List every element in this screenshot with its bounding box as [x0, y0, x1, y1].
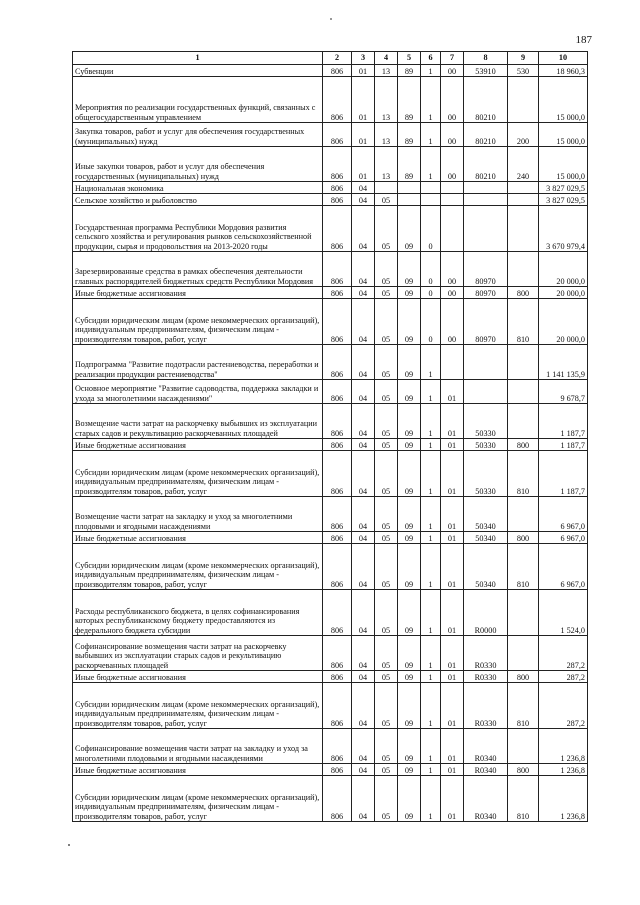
code-pr-cell: 05	[375, 194, 398, 206]
code-main-cell: 00	[441, 123, 464, 147]
code-main-cell	[441, 206, 464, 252]
amount-cell: 3 827 029,5	[539, 194, 588, 206]
code-prog-cell: 09	[398, 729, 421, 764]
code-main-cell: 01	[441, 404, 464, 439]
code-gl-cell: 806	[323, 532, 352, 544]
code-gl-cell: 806	[323, 404, 352, 439]
code-rz-cell: 04	[352, 206, 375, 252]
code-pr-cell: 05	[375, 683, 398, 729]
code-main-cell: 01	[441, 544, 464, 590]
table-row	[73, 345, 588, 380]
code-main-cell	[441, 182, 464, 194]
code-dir-cell: R0340	[464, 729, 508, 764]
code-rz-cell: 04	[352, 497, 375, 532]
name-cell: Субсидии юридическим лицам (кроме некоммерческих организаций), индивидуальным предпринимателям, физическим лицам - производителям товаров, работ, услуг	[73, 544, 323, 590]
code-sub-cell: 0	[421, 252, 441, 287]
code-dir-cell: R0000	[464, 590, 508, 636]
amount-cell: 6 967,0	[539, 497, 588, 532]
code-rz-cell: 04	[352, 671, 375, 683]
code-rz-cell: 04	[352, 451, 375, 497]
code-sub-cell: 1	[421, 404, 441, 439]
code-vr-cell: 810	[508, 683, 539, 729]
table-row	[73, 451, 588, 497]
code-sub-cell	[421, 194, 441, 206]
code-gl-cell: 806	[323, 147, 352, 182]
code-pr-cell: 05	[375, 729, 398, 764]
code-main-cell: 01	[441, 776, 464, 822]
name-cell: Национальная экономика	[73, 182, 323, 194]
code-sub-cell: 1	[421, 544, 441, 590]
table-row	[73, 404, 588, 439]
code-vr-cell: 530	[508, 65, 539, 77]
table-row	[73, 380, 588, 404]
code-sub-cell: 1	[421, 380, 441, 404]
code-sub-cell: 1	[421, 123, 441, 147]
code-sub-cell: 1	[421, 451, 441, 497]
code-sub-cell: 1	[421, 764, 441, 776]
amount-cell: 6 967,0	[539, 544, 588, 590]
name-cell: Софинансирование возмещения части затрат на закладку и уход за многолетними плодовыми и ягодными насаждениями	[73, 729, 323, 764]
scan-speck	[330, 18, 332, 20]
name-cell: Сельское хозяйство и рыболовство	[73, 194, 323, 206]
code-dir-cell: 80970	[464, 287, 508, 299]
code-pr-cell: 05	[375, 497, 398, 532]
code-pr-cell: 05	[375, 439, 398, 451]
code-dir-cell: 80970	[464, 299, 508, 345]
code-sub-cell: 1	[421, 729, 441, 764]
name-cell: Иные бюджетные ассигнования	[73, 439, 323, 451]
code-sub-cell: 1	[421, 497, 441, 532]
code-main-cell: 01	[441, 683, 464, 729]
code-gl-cell: 806	[323, 380, 352, 404]
code-rz-cell: 01	[352, 147, 375, 182]
column-header-4: 4	[375, 52, 398, 65]
code-prog-cell: 09	[398, 497, 421, 532]
scan-speck	[68, 844, 70, 846]
code-rz-cell: 04	[352, 532, 375, 544]
code-main-cell: 01	[441, 671, 464, 683]
code-dir-cell	[464, 206, 508, 252]
code-rz-cell: 04	[352, 590, 375, 636]
amount-cell: 15 000,0	[539, 147, 588, 182]
code-main-cell: 01	[441, 532, 464, 544]
code-sub-cell: 1	[421, 77, 441, 123]
code-gl-cell: 806	[323, 194, 352, 206]
code-pr-cell: 05	[375, 299, 398, 345]
table-row	[73, 77, 588, 123]
code-pr-cell: 13	[375, 147, 398, 182]
code-vr-cell: 800	[508, 287, 539, 299]
amount-cell: 3 827 029,5	[539, 182, 588, 194]
code-vr-cell	[508, 380, 539, 404]
code-sub-cell: 0	[421, 299, 441, 345]
amount-cell: 1 187,7	[539, 439, 588, 451]
column-header-3: 3	[352, 52, 375, 65]
page-number: 187	[575, 34, 592, 46]
amount-cell: 1 141 135,9	[539, 345, 588, 380]
code-gl-cell: 806	[323, 299, 352, 345]
code-sub-cell: 1	[421, 636, 441, 671]
budget-table	[72, 51, 588, 822]
code-main-cell: 01	[441, 590, 464, 636]
code-gl-cell: 806	[323, 451, 352, 497]
code-gl-cell: 806	[323, 123, 352, 147]
name-cell: Иные бюджетные ассигнования	[73, 671, 323, 683]
code-pr-cell: 05	[375, 776, 398, 822]
code-gl-cell: 806	[323, 287, 352, 299]
column-header-2: 2	[323, 52, 352, 65]
name-cell: Иные бюджетные ассигнования	[73, 764, 323, 776]
code-gl-cell: 806	[323, 683, 352, 729]
code-dir-cell: 50340	[464, 497, 508, 532]
code-dir-cell: 80210	[464, 123, 508, 147]
code-dir-cell: R0330	[464, 636, 508, 671]
amount-cell: 9 678,7	[539, 380, 588, 404]
code-vr-cell: 200	[508, 123, 539, 147]
amount-cell: 1 187,7	[539, 404, 588, 439]
column-header-7: 7	[441, 52, 464, 65]
code-sub-cell: 1	[421, 671, 441, 683]
code-prog-cell: 09	[398, 287, 421, 299]
code-vr-cell	[508, 182, 539, 194]
code-rz-cell: 01	[352, 65, 375, 77]
code-pr-cell: 13	[375, 65, 398, 77]
code-vr-cell: 810	[508, 299, 539, 345]
code-pr-cell: 05	[375, 380, 398, 404]
table-row	[73, 439, 588, 451]
code-prog-cell: 09	[398, 345, 421, 380]
code-gl-cell: 806	[323, 252, 352, 287]
code-dir-cell: 50340	[464, 544, 508, 590]
code-vr-cell	[508, 194, 539, 206]
code-prog-cell: 89	[398, 147, 421, 182]
code-pr-cell: 05	[375, 544, 398, 590]
code-gl-cell: 806	[323, 636, 352, 671]
column-header-10: 10	[539, 52, 588, 65]
table-row	[73, 776, 588, 822]
code-vr-cell	[508, 636, 539, 671]
table-header-row	[73, 52, 588, 65]
code-sub-cell: 1	[421, 590, 441, 636]
amount-cell: 1 236,8	[539, 764, 588, 776]
code-gl-cell: 806	[323, 764, 352, 776]
code-rz-cell: 04	[352, 287, 375, 299]
amount-cell: 287,2	[539, 671, 588, 683]
code-rz-cell: 04	[352, 345, 375, 380]
code-dir-cell	[464, 345, 508, 380]
code-dir-cell: R0330	[464, 683, 508, 729]
amount-cell: 20 000,0	[539, 299, 588, 345]
code-main-cell: 01	[441, 636, 464, 671]
code-gl-cell: 806	[323, 671, 352, 683]
code-prog-cell: 09	[398, 532, 421, 544]
table-row	[73, 287, 588, 299]
amount-cell: 1 524,0	[539, 590, 588, 636]
table-row	[73, 206, 588, 252]
code-pr-cell: 05	[375, 532, 398, 544]
code-prog-cell: 09	[398, 590, 421, 636]
code-main-cell: 01	[441, 729, 464, 764]
code-vr-cell	[508, 252, 539, 287]
code-pr-cell: 05	[375, 287, 398, 299]
code-vr-cell: 810	[508, 776, 539, 822]
code-vr-cell	[508, 590, 539, 636]
code-prog-cell: 09	[398, 683, 421, 729]
code-dir-cell: 80210	[464, 147, 508, 182]
code-prog-cell	[398, 182, 421, 194]
code-gl-cell: 806	[323, 497, 352, 532]
code-vr-cell	[508, 404, 539, 439]
code-sub-cell: 1	[421, 532, 441, 544]
code-gl-cell: 806	[323, 206, 352, 252]
code-prog-cell: 09	[398, 764, 421, 776]
code-dir-cell: 50330	[464, 404, 508, 439]
code-vr-cell: 810	[508, 544, 539, 590]
column-header-9: 9	[508, 52, 539, 65]
table-row	[73, 147, 588, 182]
code-rz-cell: 04	[352, 776, 375, 822]
code-vr-cell	[508, 206, 539, 252]
code-rz-cell: 04	[352, 729, 375, 764]
amount-cell: 1 236,8	[539, 776, 588, 822]
name-cell: Софинансирование возмещения части затрат на раскорчевку выбывших из эксплуатации старых садов и рекультивацию раскорчеванных площадей	[73, 636, 323, 671]
code-vr-cell	[508, 77, 539, 123]
code-pr-cell: 05	[375, 404, 398, 439]
code-gl-cell: 806	[323, 544, 352, 590]
code-dir-cell: 80970	[464, 252, 508, 287]
code-prog-cell: 09	[398, 404, 421, 439]
column-header-8: 8	[464, 52, 508, 65]
name-cell: Зарезервированные средства в рамках обеспечения деятельности главных распорядителей бюджетных средств Республики Мордовия	[73, 252, 323, 287]
amount-cell: 20 000,0	[539, 287, 588, 299]
table-row	[73, 544, 588, 590]
code-pr-cell: 13	[375, 77, 398, 123]
table-row	[73, 764, 588, 776]
name-cell: Субсидии юридическим лицам (кроме некоммерческих организаций), индивидуальным предпринимателям, физическим лицам - производителям товаров, работ, услуг	[73, 451, 323, 497]
code-rz-cell: 04	[352, 404, 375, 439]
code-main-cell: 01	[441, 439, 464, 451]
amount-cell: 3 670 979,4	[539, 206, 588, 252]
code-rz-cell: 04	[352, 636, 375, 671]
name-cell: Возмещение части затрат на раскорчевку выбывших из эксплуатации старых садов и рекультивацию раскорчеванных площадей	[73, 404, 323, 439]
amount-cell: 20 000,0	[539, 252, 588, 287]
code-main-cell	[441, 194, 464, 206]
code-prog-cell: 09	[398, 544, 421, 590]
name-cell: Иные бюджетные ассигнования	[73, 532, 323, 544]
code-vr-cell: 800	[508, 764, 539, 776]
code-prog-cell: 09	[398, 671, 421, 683]
code-dir-cell: 50340	[464, 532, 508, 544]
code-dir-cell: R0340	[464, 764, 508, 776]
amount-cell: 287,2	[539, 636, 588, 671]
code-vr-cell: 800	[508, 671, 539, 683]
code-main-cell: 00	[441, 65, 464, 77]
table-row	[73, 671, 588, 683]
amount-cell: 18 960,3	[539, 65, 588, 77]
code-rz-cell: 04	[352, 764, 375, 776]
code-pr-cell: 05	[375, 206, 398, 252]
name-cell: Иные закупки товаров, работ и услуг для обеспечения государственных (муниципальных) нужд	[73, 147, 323, 182]
code-pr-cell: 05	[375, 451, 398, 497]
code-prog-cell: 09	[398, 439, 421, 451]
code-sub-cell: 0	[421, 206, 441, 252]
code-dir-cell: 50330	[464, 451, 508, 497]
name-cell: Основное мероприятие "Развитие садоводства, поддержка закладки и ухода за многолетними насаждениями"	[73, 380, 323, 404]
code-vr-cell: 240	[508, 147, 539, 182]
code-gl-cell: 806	[323, 729, 352, 764]
code-sub-cell: 1	[421, 65, 441, 77]
code-rz-cell: 04	[352, 544, 375, 590]
table-row	[73, 252, 588, 287]
code-prog-cell: 09	[398, 206, 421, 252]
code-pr-cell: 05	[375, 764, 398, 776]
code-gl-cell: 806	[323, 345, 352, 380]
name-cell: Субсидии юридическим лицам (кроме некоммерческих организаций), индивидуальным предпринимателям, физическим лицам - производителям товаров, работ, услуг	[73, 683, 323, 729]
code-gl-cell: 806	[323, 77, 352, 123]
code-prog-cell: 09	[398, 252, 421, 287]
code-vr-cell	[508, 729, 539, 764]
code-prog-cell: 89	[398, 77, 421, 123]
code-prog-cell: 09	[398, 299, 421, 345]
amount-cell: 287,2	[539, 683, 588, 729]
code-prog-cell: 09	[398, 451, 421, 497]
name-cell: Мероприятия по реализации государственных функций, связанных с общегосударственным управлением	[73, 77, 323, 123]
amount-cell: 6 967,0	[539, 532, 588, 544]
code-dir-cell: R0330	[464, 671, 508, 683]
code-vr-cell	[508, 345, 539, 380]
code-main-cell: 00	[441, 287, 464, 299]
table-row	[73, 532, 588, 544]
code-sub-cell: 1	[421, 683, 441, 729]
name-cell: Подпрограмма "Развитие подотрасли растениеводства, переработки и реализации продукции растениеводства"	[73, 345, 323, 380]
code-rz-cell: 01	[352, 123, 375, 147]
code-main-cell: 00	[441, 77, 464, 123]
code-gl-cell: 806	[323, 776, 352, 822]
code-pr-cell: 13	[375, 123, 398, 147]
column-header-1: 1	[73, 52, 323, 65]
code-rz-cell: 04	[352, 194, 375, 206]
code-sub-cell: 1	[421, 147, 441, 182]
code-vr-cell: 800	[508, 439, 539, 451]
code-rz-cell: 04	[352, 252, 375, 287]
code-dir-cell: 53910	[464, 65, 508, 77]
table-row	[73, 299, 588, 345]
table-row	[73, 729, 588, 764]
code-pr-cell: 05	[375, 671, 398, 683]
code-sub-cell: 1	[421, 439, 441, 451]
code-prog-cell: 09	[398, 636, 421, 671]
name-cell: Иные бюджетные ассигнования	[73, 287, 323, 299]
code-rz-cell: 04	[352, 380, 375, 404]
name-cell: Субсидии юридическим лицам (кроме некоммерческих организаций), индивидуальным предпринимателям, физическим лицам - производителям товаров, работ, услуг	[73, 299, 323, 345]
name-cell: Расходы республиканского бюджета, в целях софинансирования которых республиканскому бюджету предоставляются из федерального бюджета субсидии	[73, 590, 323, 636]
code-prog-cell: 09	[398, 776, 421, 822]
code-sub-cell: 1	[421, 345, 441, 380]
table-row	[73, 590, 588, 636]
code-gl-cell: 806	[323, 590, 352, 636]
table-row	[73, 65, 588, 77]
code-pr-cell	[375, 182, 398, 194]
code-sub-cell: 0	[421, 287, 441, 299]
code-dir-cell: R0340	[464, 776, 508, 822]
amount-cell: 15 000,0	[539, 123, 588, 147]
table-row	[73, 497, 588, 532]
code-dir-cell	[464, 380, 508, 404]
table-row	[73, 194, 588, 206]
amount-cell: 1 187,7	[539, 451, 588, 497]
code-dir-cell	[464, 194, 508, 206]
code-pr-cell: 05	[375, 345, 398, 380]
column-header-6: 6	[421, 52, 441, 65]
code-main-cell: 00	[441, 252, 464, 287]
code-vr-cell: 810	[508, 451, 539, 497]
code-main-cell: 01	[441, 380, 464, 404]
code-gl-cell: 806	[323, 182, 352, 194]
table-row	[73, 123, 588, 147]
code-main-cell: 01	[441, 764, 464, 776]
name-cell: Государственная программа Республики Мордовия развития сельского хозяйства и регулирования рынков сельскохозяйственной продукции, сырья и продовольствия на 2013-2020 годы	[73, 206, 323, 252]
code-vr-cell: 800	[508, 532, 539, 544]
code-dir-cell	[464, 182, 508, 194]
code-rz-cell: 04	[352, 182, 375, 194]
name-cell: Субвенции	[73, 65, 323, 77]
code-rz-cell: 01	[352, 77, 375, 123]
code-main-cell: 01	[441, 497, 464, 532]
code-rz-cell: 04	[352, 683, 375, 729]
table-row	[73, 683, 588, 729]
code-dir-cell: 50330	[464, 439, 508, 451]
table-row	[73, 636, 588, 671]
code-pr-cell: 05	[375, 252, 398, 287]
amount-cell: 15 000,0	[539, 77, 588, 123]
code-rz-cell: 04	[352, 439, 375, 451]
code-sub-cell: 1	[421, 776, 441, 822]
code-prog-cell	[398, 194, 421, 206]
code-pr-cell: 05	[375, 590, 398, 636]
table-body	[73, 65, 588, 822]
code-prog-cell: 09	[398, 380, 421, 404]
code-main-cell: 01	[441, 451, 464, 497]
name-cell: Возмещение части затрат на закладку и уход за многолетними плодовыми и ягодными насаждениями	[73, 497, 323, 532]
code-main-cell	[441, 345, 464, 380]
code-prog-cell: 89	[398, 65, 421, 77]
code-gl-cell: 806	[323, 439, 352, 451]
amount-cell: 1 236,8	[539, 729, 588, 764]
name-cell: Субсидии юридическим лицам (кроме некоммерческих организаций), индивидуальным предпринимателям, физическим лицам - производителям товаров, работ, услуг	[73, 776, 323, 822]
code-prog-cell: 89	[398, 123, 421, 147]
table-row	[73, 182, 588, 194]
code-main-cell: 00	[441, 299, 464, 345]
code-main-cell: 00	[441, 147, 464, 182]
column-header-5: 5	[398, 52, 421, 65]
code-pr-cell: 05	[375, 636, 398, 671]
name-cell: Закупка товаров, работ и услуг для обеспечения государственных (муниципальных) нужд	[73, 123, 323, 147]
code-gl-cell: 806	[323, 65, 352, 77]
code-rz-cell: 04	[352, 299, 375, 345]
code-sub-cell	[421, 182, 441, 194]
code-dir-cell: 80210	[464, 77, 508, 123]
code-vr-cell	[508, 497, 539, 532]
